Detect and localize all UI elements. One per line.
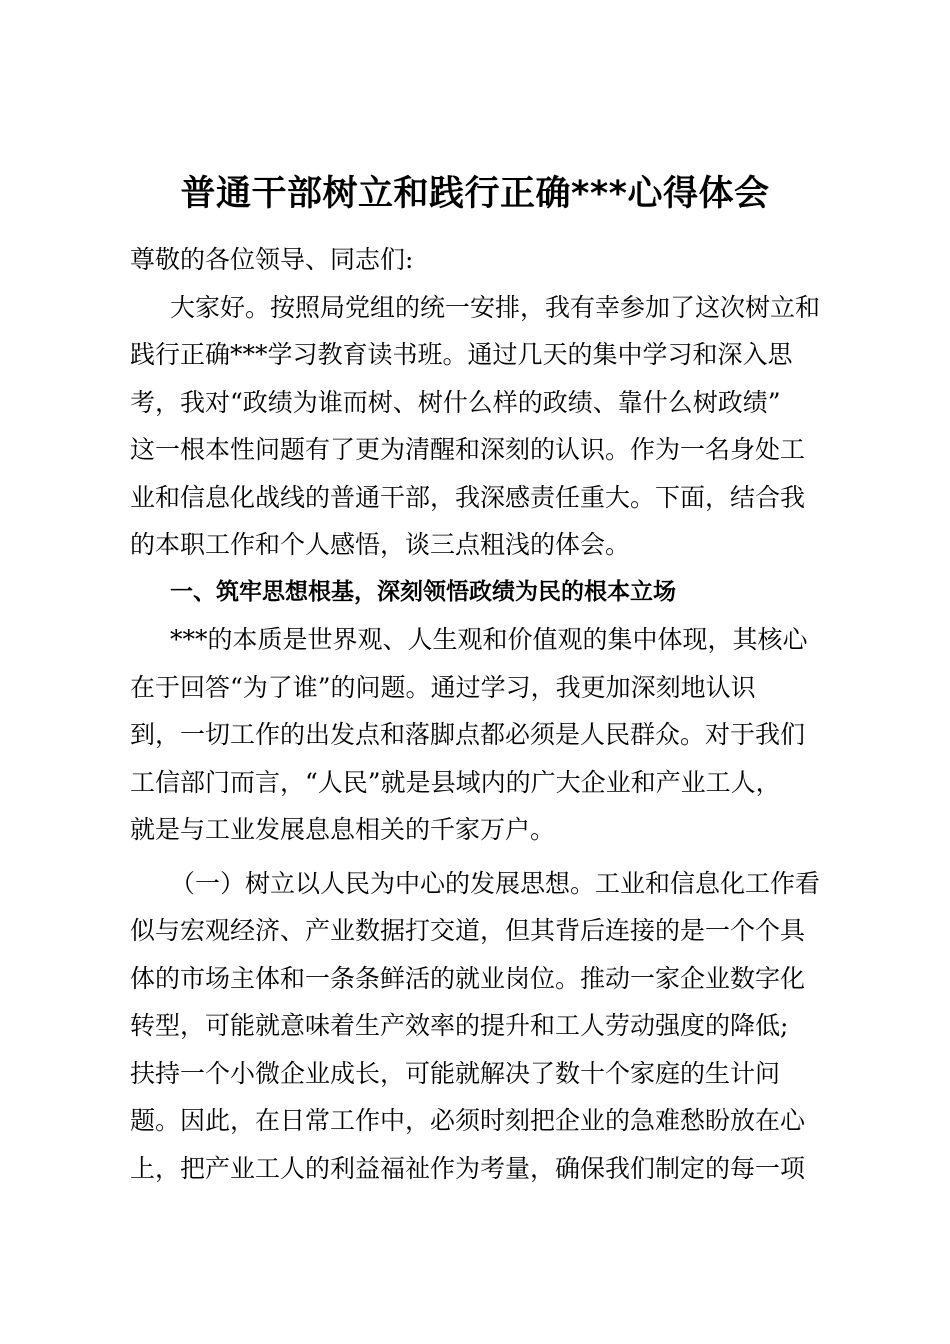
document-title: 普通干部树立和践行正确***心得体会 — [180, 174, 770, 214]
section-line: ***的本质是世界观、人生观和价值观的集中体现，其核心 — [170, 625, 808, 654]
subsection-line: （一）树立以人民为中心的发展思想。工业和信息化工作看 — [170, 868, 821, 898]
subsection-line: 上，把产业工人的利益福祉作为考量，确保我们制定的每一项 — [130, 1153, 806, 1183]
section-line: 就是与工业发展息息相关的千家万户。 — [130, 815, 556, 844]
salutation: 尊敬的各位领导、同志们: — [130, 245, 414, 274]
intro-line: 这一根本性问题有了更为清醒和深刻的认识。作为一名身处工 — [130, 435, 806, 464]
intro-line: 的本职工作和个人感悟，谈三点粗浅的体会。 — [130, 530, 631, 559]
section-line: 工信部门而言，“人民”就是县域内的广大企业和产业工人， — [130, 767, 781, 797]
intro-line: 践行正确***学习教育读书班。通过几天的集中学习和深入思 — [130, 340, 793, 369]
subsection-line: 扶持一个小微企业成长，可能就解决了数十个家庭的生计问 — [130, 1058, 781, 1088]
section-heading: 一、筑牢思想根基，深刻领悟政绩为民的根本立场 — [170, 578, 676, 605]
subsection-line: 转型，可能就意味着生产效率的提升和工人劳动强度的降低; — [130, 1011, 789, 1040]
intro-line: 考，我对“政绩为谁而树、树什么样的政绩、靠什么树政绩” — [130, 387, 781, 417]
subsection-line: 似与宏观经济、产业数据打交道，但其背后连接的是一个个具 — [130, 916, 806, 945]
intro-line: 业和信息化战线的普通干部，我深感责任重大。下面，结合我 — [130, 482, 806, 512]
intro-line: 大家好。按照局党组的统一安排，我有幸参加了这次树立和 — [170, 292, 821, 322]
subsection-line: 体的市场主体和一条条鲜活的就业岗位。推动一家企业数字化 — [130, 963, 806, 993]
subsection-line: 题。因此，在日常工作中，必须时刻把企业的急难愁盼放在心 — [130, 1106, 806, 1135]
section-line: 到，一切工作的出发点和落脚点都必须是人民群众。对于我们 — [130, 720, 806, 749]
document-body — [130, 236, 830, 1192]
section-line: 在于回答“为了谁”的问题。通过学习，我更加深刻地认识 — [130, 672, 756, 702]
